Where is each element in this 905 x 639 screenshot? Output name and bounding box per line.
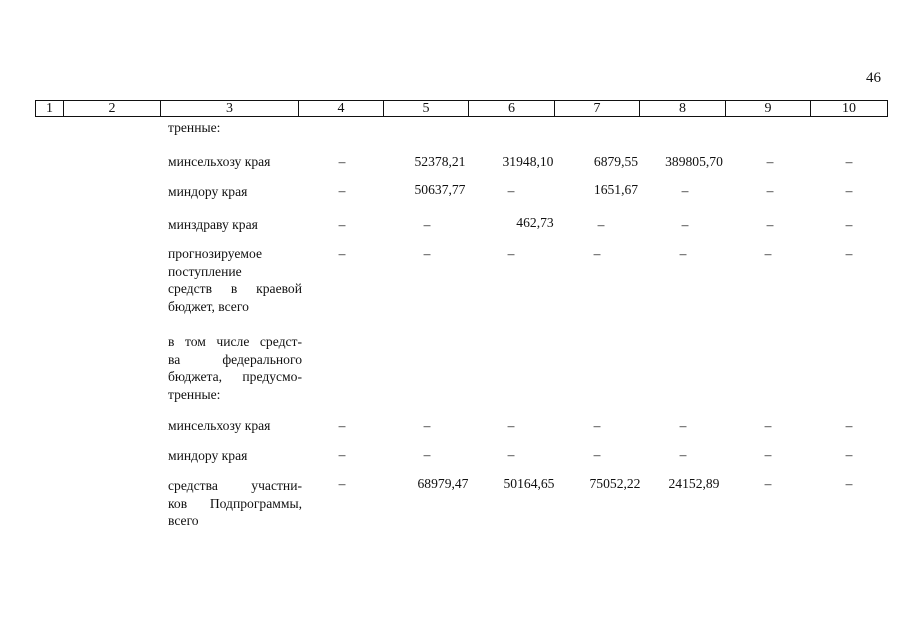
cell-col10: – bbox=[845, 217, 853, 232]
cell-col7: – bbox=[593, 447, 601, 462]
cell-col4: – bbox=[338, 154, 346, 169]
cell-col9: – bbox=[766, 183, 774, 198]
row-label bbox=[168, 216, 302, 234]
cell-col6: 462,73 bbox=[516, 215, 554, 230]
label-line: миндору края bbox=[168, 448, 248, 463]
row-label bbox=[168, 447, 302, 465]
cell-col5: 50637,77 bbox=[414, 182, 466, 197]
label-line: поступление bbox=[168, 263, 242, 279]
label-line: бюджета, предусмо- bbox=[168, 369, 302, 384]
label-line: всего bbox=[168, 513, 199, 528]
row-label bbox=[168, 477, 302, 530]
label-line: миндору края bbox=[168, 184, 248, 199]
cell-col4: – bbox=[338, 183, 346, 198]
cell-col6: – bbox=[507, 447, 515, 462]
label-line: тренные: bbox=[168, 120, 221, 135]
label-line: тренные: bbox=[168, 386, 221, 402]
cell-col5: 52378,21 bbox=[414, 154, 466, 169]
cell-col8: – bbox=[681, 183, 689, 198]
cell-col5: – bbox=[423, 217, 431, 232]
cell-col9: – bbox=[764, 476, 772, 491]
header-cell-2: 2 bbox=[64, 101, 161, 116]
cell-col9: – bbox=[766, 217, 774, 232]
cell-col8: 24152,89 bbox=[668, 476, 720, 491]
cell-col4: – bbox=[338, 217, 346, 232]
cell-col6: – bbox=[507, 183, 515, 198]
cell-col7: – bbox=[593, 418, 601, 433]
cell-col6: – bbox=[507, 418, 515, 433]
label-line: бюджет, всего bbox=[168, 298, 249, 314]
label-line: ва федерального bbox=[168, 351, 302, 367]
label-line: в том числе средст- bbox=[168, 334, 302, 349]
page-number: 46 bbox=[866, 70, 881, 86]
cell-col5: – bbox=[423, 447, 431, 462]
row-label bbox=[168, 183, 302, 201]
cell-col7: 75052,22 bbox=[589, 476, 641, 491]
label-line: средств в краевой bbox=[168, 281, 302, 296]
row-label bbox=[168, 333, 302, 403]
cell-col4: – bbox=[338, 246, 346, 261]
cell-col10: – bbox=[845, 447, 853, 462]
cell-col10: – bbox=[845, 246, 853, 261]
cell-col6: 31948,10 bbox=[502, 154, 554, 169]
cell-col4: – bbox=[338, 447, 346, 462]
header-cell-7: 7 bbox=[555, 101, 640, 116]
header-cell-3: 3 bbox=[161, 101, 299, 116]
cell-col7: 6879,55 bbox=[593, 154, 639, 169]
cell-col8: – bbox=[679, 418, 687, 433]
row-label bbox=[168, 245, 302, 315]
cell-col8: – bbox=[679, 447, 687, 462]
label-line: минсельхозу края bbox=[168, 154, 271, 169]
header-cell-4: 4 bbox=[299, 101, 384, 116]
row-label bbox=[168, 119, 302, 137]
cell-col5: – bbox=[423, 418, 431, 433]
cell-col8: – bbox=[681, 217, 689, 232]
cell-col6: – bbox=[507, 246, 515, 261]
header-cell-5: 5 bbox=[384, 101, 469, 116]
header-cell-9: 9 bbox=[726, 101, 811, 116]
cell-col7: – bbox=[597, 217, 605, 232]
cell-col8: 389805,70 bbox=[665, 154, 723, 169]
table-header-row bbox=[35, 100, 888, 117]
cell-col10: – bbox=[845, 154, 853, 169]
row-label bbox=[168, 417, 302, 435]
header-cell-1: 1 bbox=[36, 101, 64, 116]
cell-col5: – bbox=[423, 246, 431, 261]
cell-col10: – bbox=[845, 476, 853, 491]
header-cell-10: 10 bbox=[842, 101, 856, 116]
cell-col7: – bbox=[593, 246, 601, 261]
header-cell-8: 8 bbox=[640, 101, 726, 116]
cell-col9: – bbox=[764, 418, 772, 433]
cell-col6: 50164,65 bbox=[503, 476, 555, 491]
cell-col9: – bbox=[764, 447, 772, 462]
row-label bbox=[168, 153, 302, 171]
cell-col9: – bbox=[764, 246, 772, 261]
label-line: минздраву края bbox=[168, 217, 258, 232]
label-line: минсельхозу края bbox=[168, 418, 271, 433]
label-line: ков Подпрограммы, bbox=[168, 495, 302, 511]
cell-col10: – bbox=[845, 183, 853, 198]
cell-col9: – bbox=[766, 154, 774, 169]
cell-col4: – bbox=[338, 418, 346, 433]
label-line: прогнозируемое bbox=[168, 246, 263, 261]
header-cell-6: 6 bbox=[469, 101, 555, 116]
cell-col10: – bbox=[845, 418, 853, 433]
cell-col5: 68979,47 bbox=[417, 476, 469, 491]
label-line: средства участни- bbox=[168, 478, 302, 493]
cell-col4: – bbox=[338, 476, 346, 491]
cell-col8: – bbox=[679, 246, 687, 261]
cell-col7: 1651,67 bbox=[593, 182, 639, 197]
